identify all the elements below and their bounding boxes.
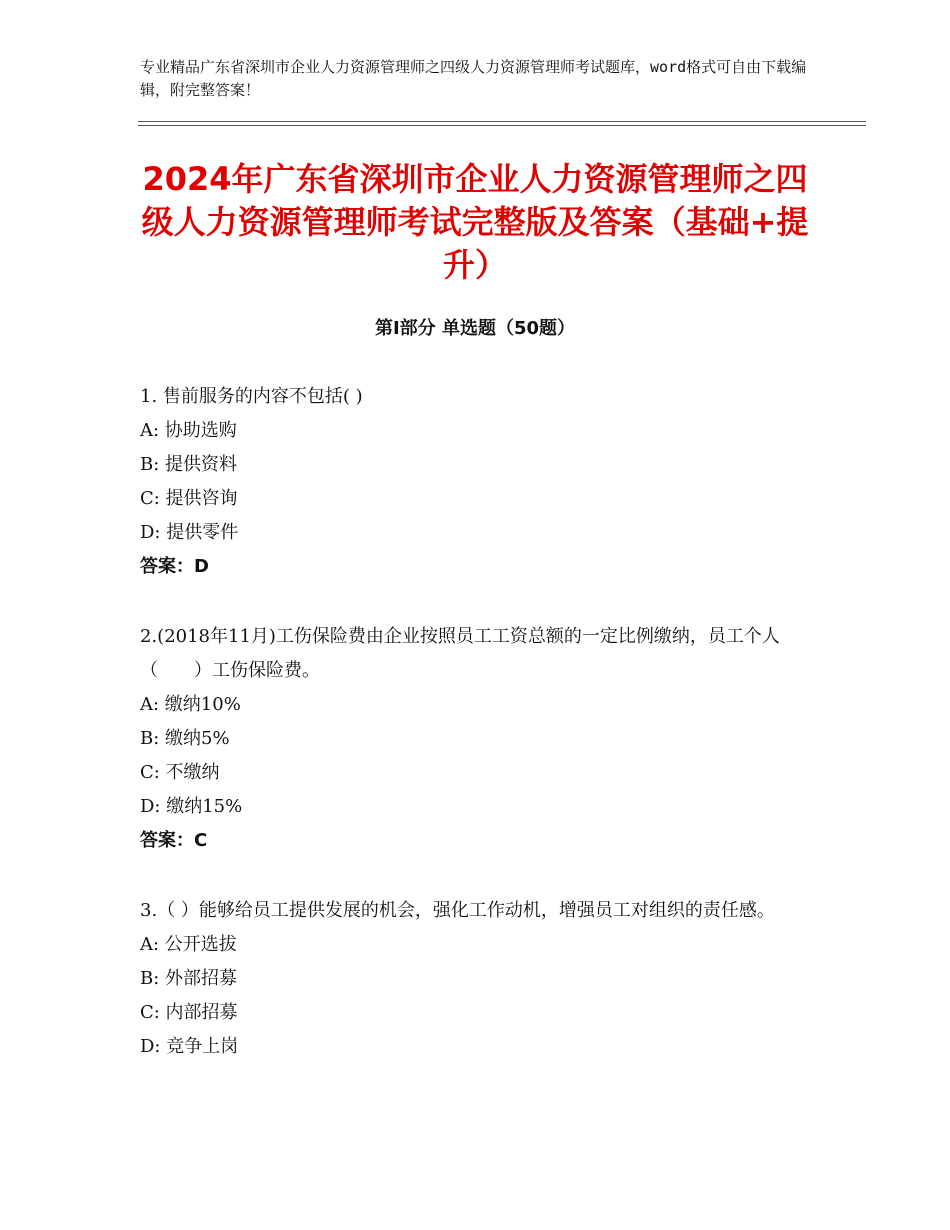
question-stem: 1. 售前服务的内容不包括( ) xyxy=(140,386,363,407)
question-stem: 3.（ ）能够给员工提供发展的机会，强化工作动机，增强员工对组织的责任感。 xyxy=(140,900,775,921)
option-c: C: 不缴纳 xyxy=(140,762,220,783)
answer-line: 答案：D xyxy=(140,556,209,577)
answer-line: 答案：C xyxy=(140,830,208,851)
header-note: 专业精品广东省深圳市企业人力资源管理师之四级人力资源管理师考试题库，word格式可自由下载编辑，附完整答案！ xyxy=(140,58,807,99)
option-d: D: 竞争上岗 xyxy=(140,1036,239,1057)
option-c: C: 内部招募 xyxy=(140,1002,238,1023)
option-c: C: 提供咨询 xyxy=(140,488,238,509)
option-a: A: 协助选购 xyxy=(140,420,237,441)
section-title: 第Ⅰ部分 单选题（50题） xyxy=(374,318,575,339)
option-b: B: 外部招募 xyxy=(140,968,238,989)
option-b: B: 提供资料 xyxy=(140,454,238,475)
option-d: D: 缴纳15% xyxy=(140,796,243,817)
question-stem: 2.(2018年11月)工伤保险费由企业按照员工工资总额的一定比例缴纳，员工个人（ ）工伤保险费。 xyxy=(140,626,780,681)
question-3 xyxy=(140,894,820,1064)
header-divider-line xyxy=(138,121,866,122)
header-divider-line-secondary xyxy=(138,125,866,126)
option-a: A: 公开选拔 xyxy=(140,934,237,955)
question-list xyxy=(140,380,820,1100)
question-1 xyxy=(140,380,820,584)
option-d: D: 提供零件 xyxy=(140,522,239,543)
question-2 xyxy=(140,620,820,858)
option-a: A: 缴纳10% xyxy=(140,694,241,715)
document-title: 2024年广东省深圳市企业人力资源管理师之四级人力资源管理师考试完整版及答案（基础+提升） xyxy=(141,160,809,284)
option-b: B: 缴纳5% xyxy=(140,728,230,749)
